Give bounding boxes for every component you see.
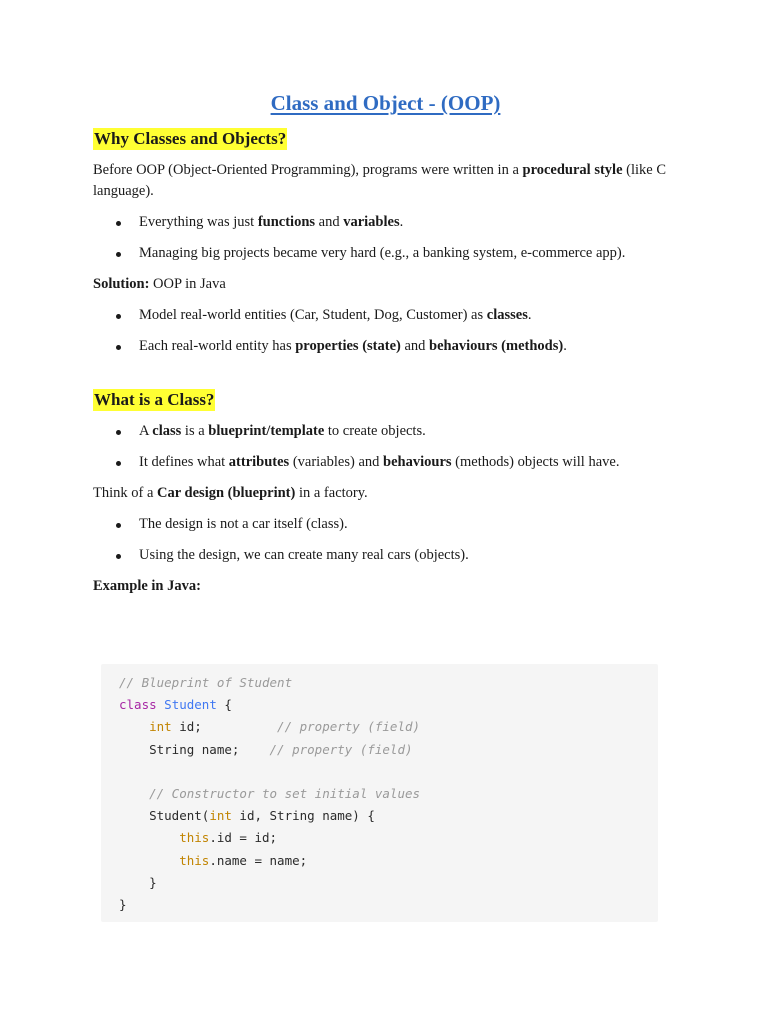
code-class-name: Student [164,697,217,713]
bold-text: Solution: [93,276,150,292]
bold-text: behaviours [383,454,452,470]
code-comment: // Constructor to set initial values [149,785,421,801]
code-text: Student( [119,808,210,824]
code-text: id, String name) { [231,808,375,824]
text: Model real-world entities (Car, Student, Dog, Customer) as [139,307,487,323]
list-item [93,545,678,566]
intro-paragraph [93,160,678,202]
bold-text: class [152,423,182,439]
code-line [119,761,658,783]
code-text: } [119,874,157,890]
text: and [400,338,430,354]
section-heading-class: What is a Class? [94,390,215,409]
code-text: .name = name; [209,852,308,868]
text: (methods) objects will have. [451,454,620,470]
section-heading-wrap [93,128,678,150]
list-item [93,243,678,264]
code-comment: // Blueprint of Student [119,675,293,690]
text: Everything was just [139,214,258,230]
text: It defines what [139,454,229,470]
text: . [563,338,567,354]
code-line [119,872,658,894]
bold-text: functions [257,214,316,230]
code-line [119,783,658,805]
code-comment: // property (field) [269,741,413,757]
spacer [93,367,678,389]
text: Using the design, we can create many real cars (objects). [139,547,469,563]
bold-text: procedural style [522,162,623,178]
code-keyword: class [119,697,157,713]
code-block [101,664,658,922]
list-item [93,514,678,535]
code-text: id; [171,719,278,735]
code-line [119,850,658,872]
text: A [139,423,153,439]
bold-text: classes [486,307,528,323]
bullet-list [93,514,678,566]
code-text: .id = id; [209,830,278,846]
bold-text: behaviours (methods) [429,338,564,354]
code-line [119,694,658,716]
bullet-list [93,421,678,473]
bold-text: variables [343,214,400,230]
code-keyword-this: this [179,852,210,868]
bold-text: properties (state) [295,338,401,354]
text: Think of a [93,485,158,501]
bold-text: attributes [228,454,290,470]
text: to create objects. [324,423,426,439]
code-type: int [149,719,172,735]
list-item [93,452,678,473]
code-indent [119,853,179,868]
code-line [119,739,658,761]
code-indent [119,830,179,845]
bold-text: blueprint/template [208,423,325,439]
code-line [119,716,658,738]
solution-paragraph [93,274,678,295]
list-item [93,212,678,233]
code-line [119,805,658,827]
section-heading-wrap [93,389,678,411]
list-item [93,421,678,442]
text: OOP in Java [149,276,226,292]
text: is a [181,423,209,439]
bold-text: Example in Java: [93,578,201,594]
code-text: String name; [119,741,270,757]
text: Each real-world entity has [139,338,296,354]
bullet-list [93,305,678,357]
bullet-list [93,212,678,264]
text: . [527,307,532,323]
code-line [119,672,658,694]
text: (like C language). [93,162,667,199]
code-line [119,894,658,916]
code-text: { [216,697,232,713]
list-item [93,336,678,357]
code-indent [119,719,149,734]
page-title: Class and Object - (OOP) [270,91,501,115]
document-page [93,88,678,607]
code-indent [119,786,149,801]
text: Managing big projects became very hard (e.g., a banking system, e-commerce app). [139,245,626,261]
think-paragraph [93,483,678,504]
text: (variables) and [289,454,384,470]
code-keyword-this: this [179,830,210,846]
code-line [119,827,658,849]
bold-text: Car design (blueprint) [157,485,296,501]
text: and [315,214,344,230]
text: . [399,214,404,230]
text: in a factory. [295,485,368,501]
code-comment: // property (field) [277,719,421,735]
text: The design is not a car itself (class). [139,516,348,532]
section-heading-why: Why Classes and Objects? [94,129,287,148]
example-label [93,576,678,597]
code-type: int [209,808,232,824]
code-text: } [119,896,127,912]
list-item [93,305,678,326]
text: Before OOP (Object-Oriented Programming), programs were written in a [93,162,523,178]
